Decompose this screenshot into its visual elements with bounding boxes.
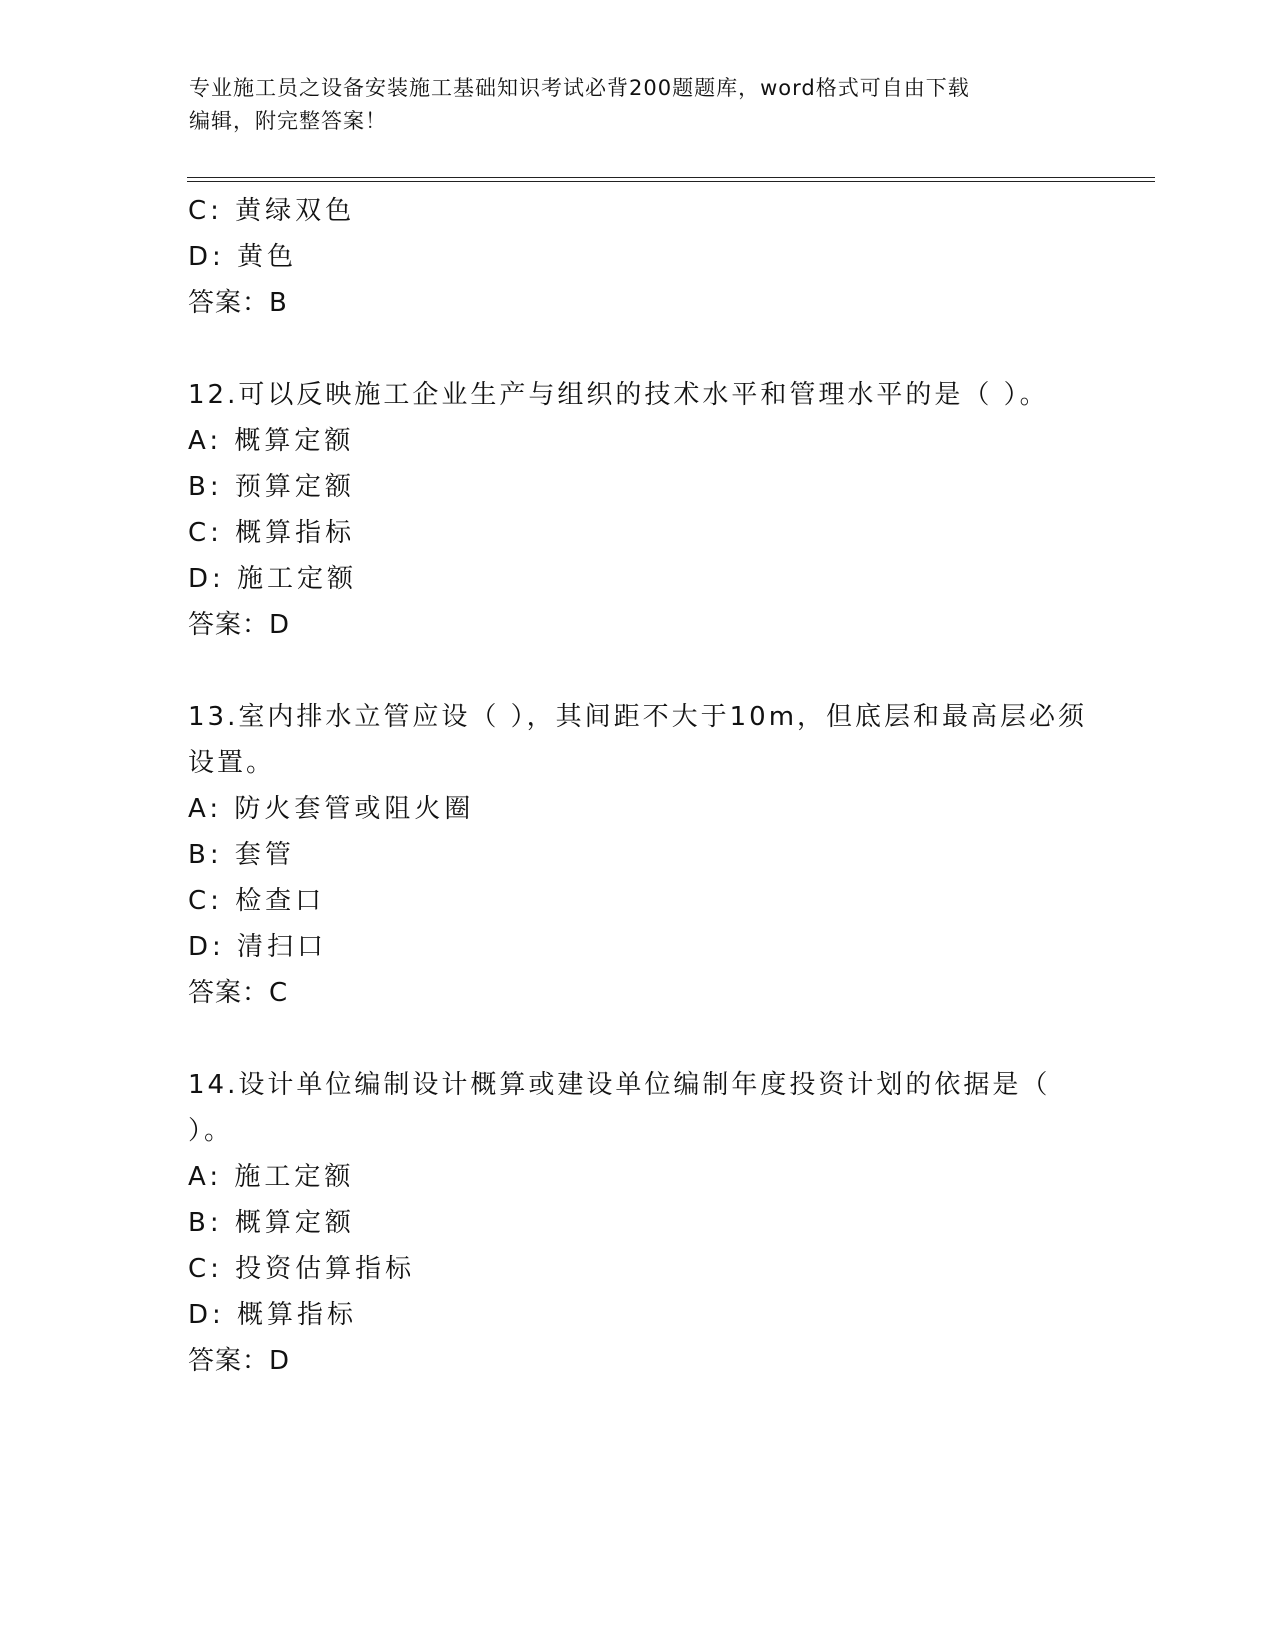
answer-line: 答案：D: [188, 610, 291, 640]
question-stem: 12.可以反映施工企业生产与组织的技术水平和管理水平的是（ ）。: [188, 380, 1049, 410]
question-stem: 13.室内排水立管应设（ ），其间距不大于10m，但底层和最高层必须: [188, 702, 1088, 732]
spacer: [188, 1016, 1088, 1062]
option-d: D: 黄色: [188, 242, 298, 272]
spacer: [188, 648, 1088, 694]
answer-line: 答案：D: [188, 1346, 291, 1376]
answer-line: 答案：C: [188, 978, 289, 1008]
option-d: D: 概算指标: [188, 1300, 358, 1330]
question-stem: 14.设计单位编制设计概算或建设单位编制年度投资计划的依据是（: [188, 1070, 1051, 1100]
option-b: B: 套管: [188, 840, 295, 870]
question-13: [188, 694, 1088, 1016]
spacer: [188, 326, 1088, 372]
header-divider-bottom: [187, 181, 1155, 182]
option-c: C: 概算指标: [188, 518, 356, 548]
option-d: D: 施工定额: [188, 564, 358, 594]
question-14: [188, 1062, 1088, 1384]
option-b: B: 预算定额: [188, 472, 355, 502]
question-list: [188, 188, 1088, 1384]
header-line-2: 编辑，附完整答案！: [189, 109, 387, 133]
header-divider-top: [187, 177, 1155, 178]
question-11-continued: [188, 188, 1088, 326]
option-a: A: 施工定额: [188, 1162, 355, 1192]
option-a: A: 概算定额: [188, 426, 355, 456]
document-header: [189, 72, 1089, 138]
option-d: D: 清扫口: [188, 932, 328, 962]
option-b: B: 概算定额: [188, 1208, 355, 1238]
header-line-1: 专业施工员之设备安装施工基础知识考试必背200题题库，word格式可自由下载: [189, 76, 970, 100]
option-c: C: 投资估算指标: [188, 1254, 416, 1284]
option-c: C: 黄绿双色: [188, 196, 356, 226]
answer-line: 答案：B: [188, 288, 288, 318]
question-stem-continued: 设置。: [188, 748, 276, 778]
question-stem-continued: ）。: [188, 1116, 234, 1146]
option-a: A: 防火套管或阻火圈: [188, 794, 475, 824]
question-12: [188, 372, 1088, 648]
option-c: C: 检查口: [188, 886, 326, 916]
